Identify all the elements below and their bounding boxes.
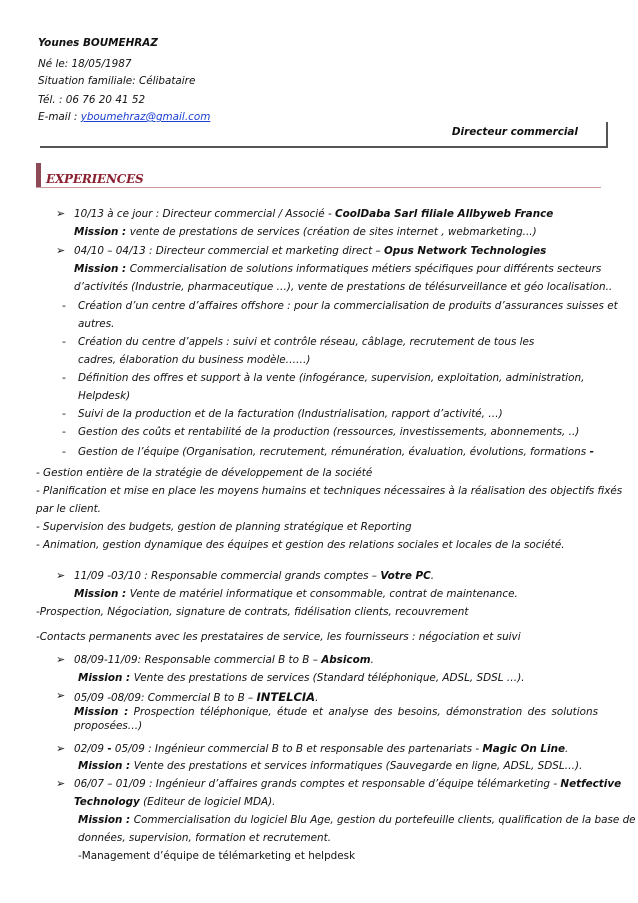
family-situation: Situation familiale: Célibataire <box>38 75 196 87</box>
arrow-bullet-icon: ➢ <box>56 653 66 666</box>
email-label: E-mail : <box>38 111 81 123</box>
exp3-extra: -Prospection, Négociation, signature de contrats, fidélisation clients, recouvrement <box>36 606 469 618</box>
exp4-line: 08/09-11/09: Responsable commercial B to B – <box>74 654 322 666</box>
exp7-extra: -Management d’équipe de télémarketing et helpdesk <box>78 850 356 862</box>
section-title: EXPERIENCES <box>46 172 144 186</box>
exp3-mission-label: Mission : <box>74 588 130 600</box>
exp5-dot: . <box>315 692 319 704</box>
exp3-line: 11/09 -03/10 : Responsable commercial grands comptes – <box>74 570 381 582</box>
exp3-title <box>74 570 434 582</box>
exp2-title <box>74 245 546 257</box>
exp6-mission-label: Mission : <box>78 760 134 772</box>
dash-bullet: - <box>62 445 66 458</box>
exp2-extra: - Planification et mise en place les moyens humains et techniques nécessaires à la réalisation des objectifs fixés <box>36 485 623 497</box>
exp2-bullet <box>78 446 594 458</box>
arrow-bullet-icon: ➢ <box>56 569 66 582</box>
exp6-title <box>74 743 568 755</box>
exp2-company: Opus Network Technologies <box>383 245 547 257</box>
exp2-extra: - Supervision des budgets, gestion de planning stratégique et Reporting <box>36 521 412 533</box>
exp2-bullet: Création d’un centre d’affaires offshore : pour la commercialisation de produits d’assurances suisses et <box>78 300 618 312</box>
exp7-mission-label: Mission : <box>78 814 134 826</box>
exp7-mission-cont: données, supervision, formation et recrutement. <box>78 832 332 844</box>
exp4-mission <box>78 672 525 684</box>
candidate-name: Younes BOUMEHRAZ <box>38 37 158 49</box>
exp6-company: Magic On Line <box>482 743 566 755</box>
exp2-bullet-text: Gestion de l’équipe (Organisation, recrutement, rémunération, évaluation, évolutions, formations <box>78 446 590 458</box>
birth-date: Né le: 18/05/1987 <box>38 58 132 70</box>
exp6-line-b: 05/09 : Ingénieur commercial B to B et responsable des partenariats - <box>111 743 483 755</box>
exp4-title <box>74 654 374 666</box>
exp6-mission-text: Vente des prestations et services informatiques (Sauvegarde en ligne, ADSL, SDSL…). <box>133 760 583 772</box>
exp2-bullet: Gestion des coûts et rentabilité de la production (ressources, investissements, abonnements, ..) <box>78 426 580 438</box>
exp7-title <box>74 778 621 790</box>
target-role: Directeur commercial <box>451 126 578 138</box>
exp7-title-cont <box>74 796 275 808</box>
exp2-mission-cont: d’activités (Industrie, pharmaceutique …), vente de prestations de télésurveillance et géo localisation.. <box>74 281 613 293</box>
exp2-mission <box>74 263 601 275</box>
arrow-bullet-icon: ➢ <box>56 689 66 702</box>
exp4-mission-label: Mission : <box>78 672 134 684</box>
exp7-line: 06/07 – 01/09 : Ingénieur d’affaires grands comptes et responsable d’équipe télémarketing - <box>74 778 561 790</box>
email-link[interactable]: yboumehraz@gmail.com <box>80 111 211 123</box>
exp5-company: INTELCIA <box>256 690 316 704</box>
exp2-mission-label: Mission : <box>74 263 130 275</box>
exp1-mission-text: vente de prestations de services (création de sites internet , webmarketing...) <box>129 226 537 238</box>
exp7-company2-rest: (Editeur de logiciel MDA). <box>139 796 276 808</box>
exp2-extra: - Gestion entière de la stratégie de développement de la société <box>36 467 373 479</box>
exp4-mission-text: Vente des prestations de services (Standard téléphonique, ADSL, SDSL …). <box>133 672 525 684</box>
exp2-mission-text: Commercialisation de solutions informatiques métiers spécifiques pour différents secteurs <box>129 263 602 275</box>
exp4-company: Absicom <box>321 654 371 666</box>
exp3-company: Votre PC <box>380 570 431 582</box>
exp5-mission-text: Prospection téléphonique, étude et analyse des besoins, démonstration des solutions <box>128 706 598 718</box>
exp5-mission <box>74 706 598 718</box>
dash-bullet: - <box>62 407 66 420</box>
exp2-bullet-cont: Helpdesk) <box>78 390 131 402</box>
section-experiences <box>36 163 601 188</box>
exp2-bullet: Création du centre d’appels : suivi et contrôle réseau, câblage, recrutement de tous les <box>78 336 535 348</box>
exp5-title <box>74 690 318 704</box>
exp7-mission <box>78 814 636 826</box>
exp3-mission <box>74 588 518 600</box>
arrow-bullet-icon: ➢ <box>56 777 66 790</box>
arrow-bullet-icon: ➢ <box>56 742 66 755</box>
dash-bullet: - <box>62 371 66 384</box>
dash-bullet: - <box>62 335 66 348</box>
exp3-mission-text: Vente de matériel informatique et consommable, contrat de maintenance. <box>129 588 518 600</box>
phone-number: Tél. : 06 76 20 41 52 <box>38 94 146 106</box>
exp5-mission-label: Mission : <box>74 706 129 718</box>
dash-bullet: - <box>62 299 66 312</box>
exp6-dot: . <box>565 743 569 755</box>
exp6-line-a: 02/09 <box>74 743 108 755</box>
exp2-bullet: Définition des offres et support à la vente (infogérance, supervision, exploitation, administration, <box>78 372 585 384</box>
exp7-company2: Technology <box>74 796 140 808</box>
exp5-line: 05/09 -08/09: Commercial B to B – <box>74 692 257 704</box>
exp7-company: Netfective <box>560 778 622 790</box>
exp1-mission <box>74 226 537 238</box>
exp7-mission-text: Commercialisation du logiciel Blu Age, gestion du portefeuille clients, qualification de la base de <box>133 814 636 826</box>
section-bar <box>36 163 41 187</box>
arrow-bullet-icon: ➢ <box>56 244 66 257</box>
arrow-bullet-icon: ➢ <box>56 207 66 220</box>
exp5-mission-cont: proposées…) <box>74 720 143 732</box>
exp3-dot: . <box>430 570 435 582</box>
exp3-extra: -Contacts permanents avec les prestataires de service, les fournisseurs : négociation et suivi <box>36 631 521 643</box>
trailing-dash: - <box>589 446 594 458</box>
dash-bullet: - <box>62 425 66 438</box>
exp1-title <box>74 208 553 220</box>
exp1-line: 10/13 à ce jour : Directeur commercial / Associé - <box>74 208 336 220</box>
exp2-bullet-cont: cadres, élaboration du business modèle……) <box>78 354 311 366</box>
exp2-extra: - Animation, gestion dynamique des équipes et gestion des relations sociales et locales de la société. <box>36 539 565 551</box>
exp2-bullet: Suivi de la production et de la facturation (Industrialisation, rapport d’activité, …) <box>78 408 503 420</box>
exp1-company: CoolDaba Sarl filiale Allbyweb France <box>335 208 554 220</box>
exp4-dot: . <box>370 654 374 666</box>
exp6-dash: - <box>107 743 112 755</box>
exp2-bullet-cont: autres. <box>78 318 115 330</box>
exp2-extra: par le client. <box>36 503 101 515</box>
exp1-mission-label: Mission : <box>74 226 130 238</box>
exp2-line: 04/10 – 04/13 : Directeur commercial et marketing direct – <box>74 245 384 257</box>
exp6-mission <box>78 760 582 772</box>
